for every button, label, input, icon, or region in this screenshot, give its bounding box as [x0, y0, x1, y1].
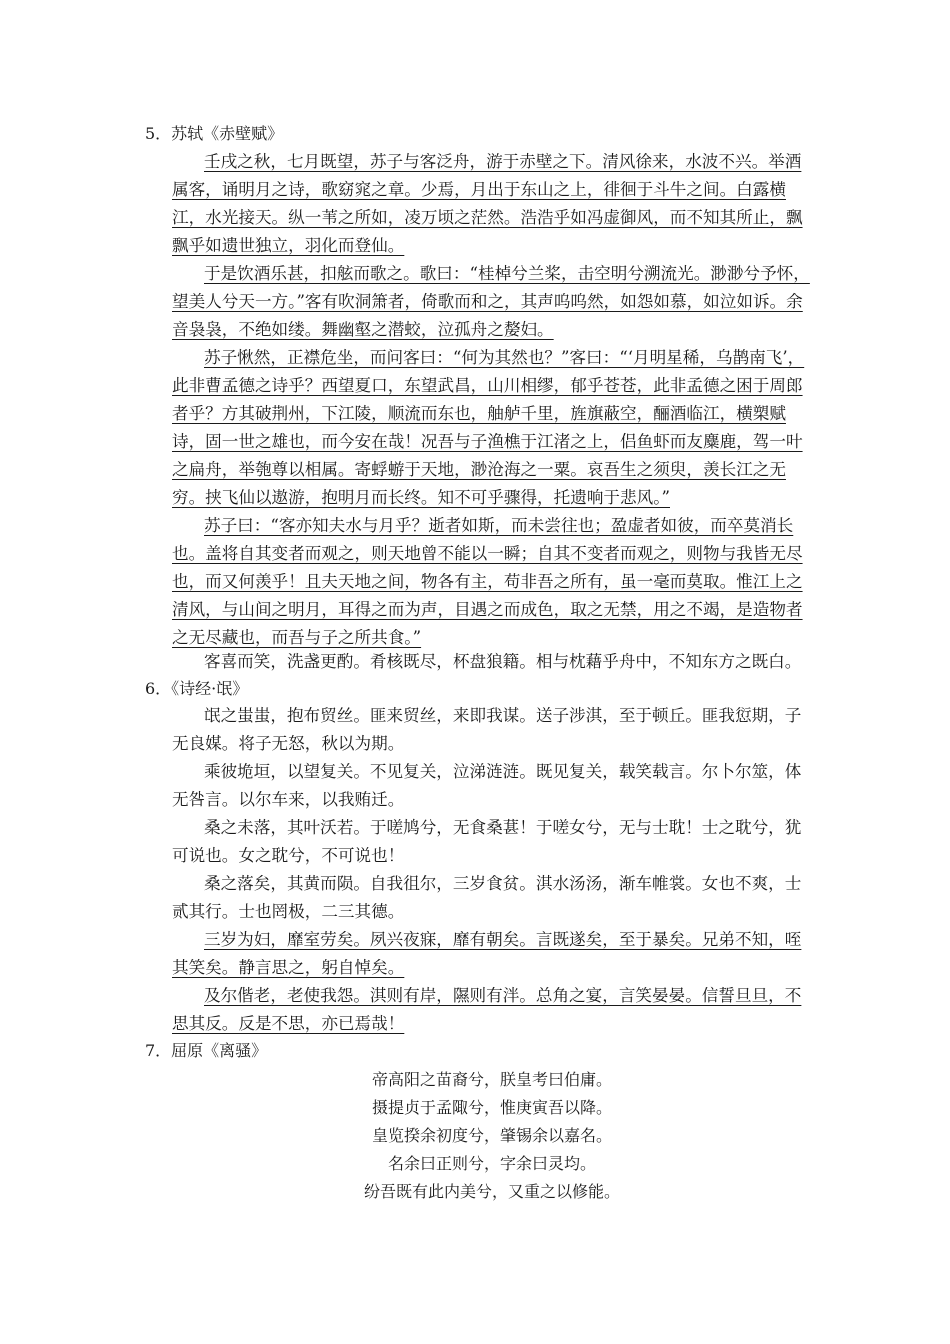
verse-line: 纷吾既有此内美兮，又重之以修能。: [363, 1182, 620, 1201]
section-5-paragraph-4: 苏子曰：“客亦知夫水与月乎？逝者如斯，而未尝往也；盈虚者如彼，而卒莫消长也。盖将自其变者而观之，则天地曾不能以一瞬；自其不变者而观之，则物与我皆无尽也，而又何羡乎！且夫天地之间，物各有主，苟非吾之所有，虽一毫而莫取。惟江上之清风，与山间之明月，耳得之而为声，目遇之而成色，取之无禁，用之不竭，是造物者之无尽藏也，而吾与子之所共食。”: [172, 516, 803, 647]
section-5-paragraph-1: 壬戌之秋，七月既望，苏子与客泛舟，游于赤壁之下。清风徐来，水波不兴。举酒属客，诵明月之诗，歌窈窕之章。少焉，月出于东山之上，徘徊于斗牛之间。白露横江，水光接天。纵一苇之所如，凌万顷之茫然。浩浩乎如冯虚御风，而不知其所止，飘飘乎如遗世独立，羽化而登仙。: [172, 152, 803, 255]
section-5-heading: 5．苏轼《赤壁赋》: [145, 124, 284, 143]
section-6-paragraph-2: 乘彼垝垣，以望复关。不见复关，泣涕涟涟。既见复关，载笑载言。尔卜尔筮，体无咎言。以尔车来，以我贿迁。: [172, 762, 802, 809]
section-6-paragraph-4: 桑之落矣，其黄而陨。自我徂尔，三岁食贫。淇水汤汤，渐车帷裳。女也不爽，士贰其行。士也罔极，二三其德。: [172, 874, 802, 921]
section-6-paragraph-1: 氓之蚩蚩，抱布贸丝。匪来贸丝，来即我谋。送子涉淇，至于顿丘。匪我愆期，子无良媒。将子无怒，秋以为期。: [172, 706, 802, 753]
section-6-paragraph-3: 桑之未落，其叶沃若。于嗟鸠兮，无食桑葚！于嗟女兮，无与士耽！士之耽兮，犹可说也。女之耽兮，不可说也！: [172, 818, 802, 865]
section-5-paragraph-2: 于是饮酒乐甚，扣舷而歌之。歌曰：“桂棹兮兰桨，击空明兮溯流光。渺渺兮予怀，望美人兮天一方。”客有吹洞箫者，倚歌而和之，其声呜呜然，如怨如慕，如泣如诉。余音袅袅，不绝如缕。舞幽壑之潜蛟，泣孤舟之嫠妇。: [172, 264, 810, 339]
section-6-paragraph-5: 三岁为妇，靡室劳矣。夙兴夜寐，靡有朝矣。言既遂矣，至于暴矣。兄弟不知，咥其笑矣。静言思之，躬自悼矣。: [172, 930, 802, 977]
section-7-heading: 7．屈原《离骚》: [145, 1041, 268, 1060]
section-6-paragraph-6: 及尔偕老，老使我怨。淇则有岸，隰则有泮。总角之宴，言笑晏晏。信誓旦旦，不思其反。反是不思，亦已焉哉！: [172, 986, 802, 1033]
poem-verses: [172, 1066, 812, 1206]
verse-line: 名余曰正则兮，字余曰灵均。: [387, 1154, 596, 1173]
verse-line: 皇览揆余初度兮，肇锡余以嘉名。: [371, 1126, 612, 1145]
verse-line: 帝高阳之苗裔兮，朕皇考曰伯庸。: [371, 1070, 612, 1089]
verse-line: 摄提贞于孟陬兮，惟庚寅吾以降。: [371, 1098, 612, 1117]
section-5-paragraph-3: 苏子愀然，正襟危坐，而问客曰：“何为其然也？”客曰：“‘月明星稀，乌鹊南飞’，此非曹孟德之诗乎？西望夏口，东望武昌，山川相缪，郁乎苍苍，此非孟德之困于周郎者乎？方其破荆州，下江陵，顺流而东也，舳舻千里，旌旗蔽空，酾酒临江，横槊赋诗，固一世之雄也，而今安在哉！况吾与子渔樵于江渚之上，侣鱼虾而友麋鹿，驾一叶之扁舟，举匏尊以相属。寄蜉蝣于天地，渺沧海之一粟。哀吾生之须臾，羡长江之无穷。挟飞仙以遨游，抱明月而长终。知不可乎骤得，托遗响于悲风。”: [172, 348, 805, 507]
section-5-paragraph-5: 客喜而笑，洗盏更酌。肴核既尽，杯盘狼籍。相与枕藉乎舟中，不知东方之既白。: [204, 652, 802, 671]
section-6-heading: 6．《诗经·氓》: [145, 679, 249, 698]
